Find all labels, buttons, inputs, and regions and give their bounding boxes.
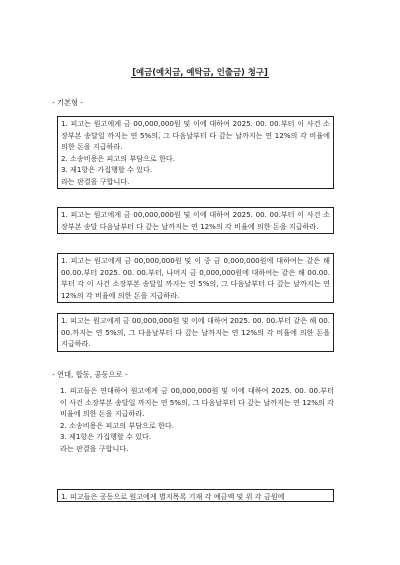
claim-item-2: 2. 소송비용은 피고의 부담으로 한다. (61, 153, 175, 163)
claim-box-variant-1 (57, 207, 334, 234)
claim-item-2: 2. 소송비용은 피고의 부담으로 한다. (60, 420, 174, 430)
claim-text: 1. 피고는 원고에게 금 00,000,000원 및 이에 대하여 2025. 00. 00.부터 이 사건 소장부본 송달 다음날부터 다 갚는 날까지는 연 12%의 각 비율에 의한 돈을 지급하라. (61, 210, 330, 231)
claim-text: 1. 피고는 원고에게 금 00,000,000원 및 이에 대하여 2025. 00. 00.부터 같은 해 00. 00.까지는 연 5%의, 그 다음날부터 다 갚는 날까지는 연 12%의 각 비율에 의한 돈을 지급하라. (61, 316, 330, 348)
claim-text: 1. 피고들은 공동으로 원고에게 별지목록 기재 각 예금액 및 위 각 금원에 (61, 492, 285, 501)
claim-box-variant-2 (57, 253, 334, 303)
claim-block-joint (60, 385, 334, 454)
claim-box-variant-3 (57, 313, 334, 352)
claim-item-3: 3. 제1항은 가집행할 수 있다. (60, 432, 152, 441)
claim-text: 1. 피고는 원고에게 금 00,000,000원 및 이 중 금 0,000,000원에 대하여는 같은 해 00.00.부터 2025. 00. 00.부터, 나머지 금 0,000,000원에 대하여는 같은 해 00.00.부터 각 이 사건 소장부본 송달일 까지는 연 5%의, 그 다음날부터 다 갚는 날까지는 연 12%의 각 비율에 의한 돈을 지급하라. (61, 256, 330, 300)
section-heading-basic: - 기본형 - (52, 98, 84, 107)
claim-item-1: 1. 피고는 원고에게 금 00,000,000원 및 이에 대하여 2025. 00. 00.부터 이 사건 소장부본 송달일 까지는 연 5%의, 그 다음날부터 다 갚는 날까지는 연 12%의 각 비율에 의한 돈을 지급하라. (61, 119, 330, 151)
claim-box-joint-partial (57, 489, 334, 502)
claim-item-1: 1. 피고들은 연대하여 원고에게 금 00,000,000원 및 이에 대하여 2025. 00. 00.부터 이 사건 소장부본 송달일 까지는 연 5%의, 그 다음날부터 다 갚는 날까지는 연 12%의 각 비율에 의한 돈을 지급하라. (60, 386, 334, 418)
section-heading-joint: - 연대, 합동, 공동으로 - (52, 370, 128, 379)
claim-box-basic (57, 116, 334, 189)
claim-closing: 라는 판결을 구합니다. (61, 176, 130, 186)
claim-item-3: 3. 제1항은 가집행할 수 있다. (61, 165, 153, 174)
document-title: [예금(예치금, 예탁금, 인출금) 청구] (132, 67, 268, 77)
claim-closing: 라는 판결을 구합니다. (60, 443, 129, 453)
